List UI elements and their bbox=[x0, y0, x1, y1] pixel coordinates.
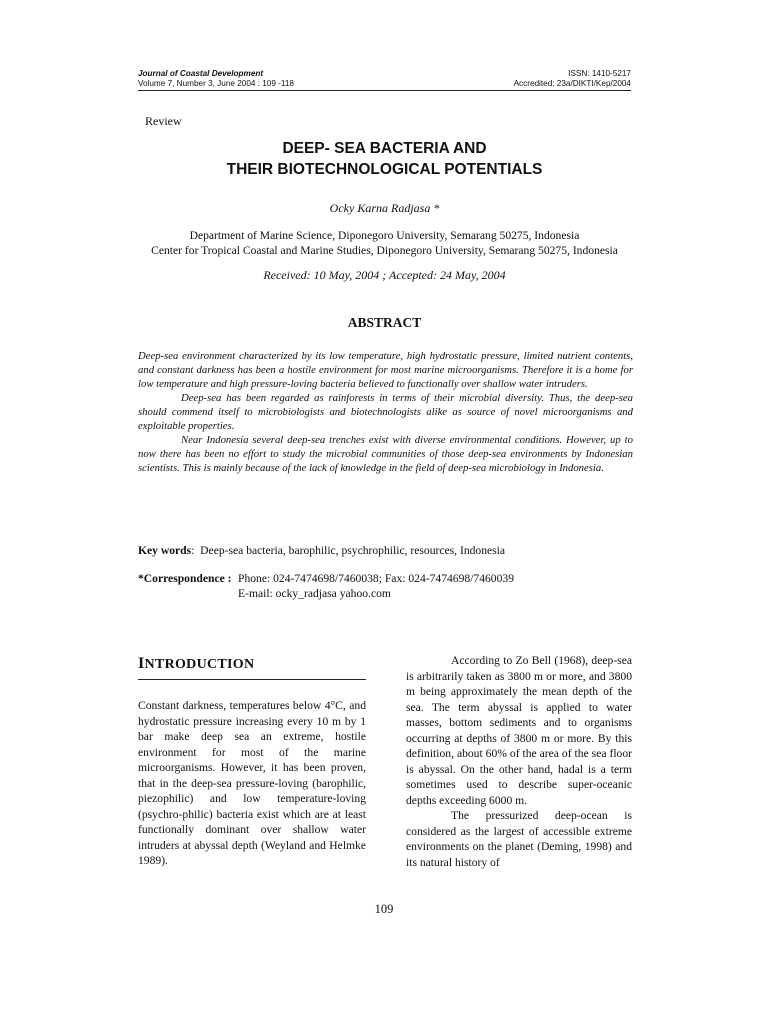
affiliation-1: Department of Marine Science, Diponegoro University, Semarang 50275, Indonesia bbox=[189, 229, 580, 242]
heading-initial: I bbox=[138, 655, 145, 672]
intro-paragraph-1: Constant darkness, temperatures below 4°C, and hydrostatic pressure increasing every 10 m by 1 bar make deep sea an extreme, hostile environment for most of the marine microorganisms. However, it has been proven, that in the deep-sea pressure-loving (barophilic, piezophilic) and low temperature-loving (psychro-philic) bacteria exist which are at least functionally dominant over shallow water intruders at abyssal depth (Weyland and Helmke 1989). bbox=[138, 699, 366, 867]
received-accepted-dates: Received: 10 May, 2004 ; Accepted: 24 May, 2004 bbox=[263, 268, 506, 282]
abstract-heading: ABSTRACT bbox=[347, 315, 422, 330]
correspondence-phone: Phone: 024-7474698/7460038; Fax: 024-7474698/7460039 bbox=[238, 572, 514, 585]
abstract-paragraph-2: Deep-sea has been regarded as rainforests in terms of their microbial diversity. Thus, the deep-sea should commend itself to microbiologists and biotechnologists alike as source of novel microorganisms and exploitable properties. bbox=[138, 392, 633, 432]
title-line-1: DEEP- SEA BACTERIA AND bbox=[282, 140, 487, 157]
page-number: 109 bbox=[374, 902, 394, 916]
journal-issn: ISSN: 1410-5217 bbox=[568, 69, 631, 78]
affiliation-2: Center for Tropical Coastal and Marine Studies, Diponegoro University, Semarang 50275, Indonesia bbox=[151, 244, 618, 257]
right-column bbox=[406, 653, 632, 870]
correspondence-label: *Correspondence : bbox=[138, 572, 232, 585]
intro-paragraph-2: According to Zo Bell (1968), deep-sea is arbitrarily taken as 3800 m or more, and 3800 m being approximately the mean depth of the sea. The term abyssal is applied to water masses, bottom sediments and to organisms occurring at depths of 3800 m or more. By this definition, about 60% of the area of the sea floor is abyssal. On the other hand, hadal is a term sometimes used to describe super-oceanic depths exceeding 6000 m. bbox=[406, 654, 632, 807]
abstract-paragraph-1: Deep-sea environment characterized by its low temperature, high hydrostatic pressure, limited nutrient contents, and constant darkness has been a hostile environment for most marine microorganisms. Therefore it is a home for low temperature and high pressure-loving bacteria believed to functionally over shallow water intruders. bbox=[138, 350, 633, 390]
affiliations bbox=[138, 228, 631, 258]
correspondence-email: E-mail: ocky_radjasa yahoo.com bbox=[238, 587, 391, 600]
keywords: Key words: Deep-sea bacteria, barophilic, psychrophilic, resources, Indonesia bbox=[138, 544, 506, 557]
heading-rest: NTRODUCTION bbox=[144, 657, 255, 672]
abstract-body bbox=[138, 349, 633, 475]
article-type: Review bbox=[145, 114, 182, 128]
intro-paragraph-3: The pressurized deep-ocean is considered as the largest of accessible extreme environments on the planet (Deming, 1998) and its natural history of bbox=[406, 809, 632, 869]
introduction-heading bbox=[138, 655, 366, 673]
introduction-underline bbox=[138, 679, 366, 680]
keywords-label: Key words bbox=[138, 544, 192, 557]
journal-header-left bbox=[138, 69, 294, 89]
introduction-right-text bbox=[406, 653, 632, 870]
abstract-paragraph-3: Near Indonesia several deep-sea trenches exist with diverse environmental conditions. However, up to now there has been no effort to study the microbial communities of those deep-sea environments by Indonesian scientists. This is mainly because of the lack of knowledge in the field of deep-sea microbiology in Indonesia. bbox=[138, 434, 633, 474]
journal-volume: Volume 7, Number 3, June 2004 : 109 -118 bbox=[138, 79, 294, 88]
introduction-left-text bbox=[138, 698, 366, 869]
journal-accreditation: Accredited: 23a/DIKTI/Kep/2004 bbox=[513, 79, 631, 88]
title-line-2: THEIR BIOTECHNOLOGICAL POTENTIALS bbox=[226, 161, 543, 178]
journal-header-right bbox=[514, 69, 631, 89]
article-title bbox=[138, 138, 631, 180]
journal-name: Journal of Coastal Development bbox=[138, 69, 264, 78]
left-column bbox=[138, 655, 366, 869]
correspondence-details bbox=[238, 571, 514, 601]
keywords-value: Deep-sea bacteria, barophilic, psychrophilic, resources, Indonesia bbox=[200, 544, 506, 557]
author-name: Ocky Karna Radjasa * bbox=[329, 201, 440, 215]
header-divider bbox=[138, 90, 631, 91]
